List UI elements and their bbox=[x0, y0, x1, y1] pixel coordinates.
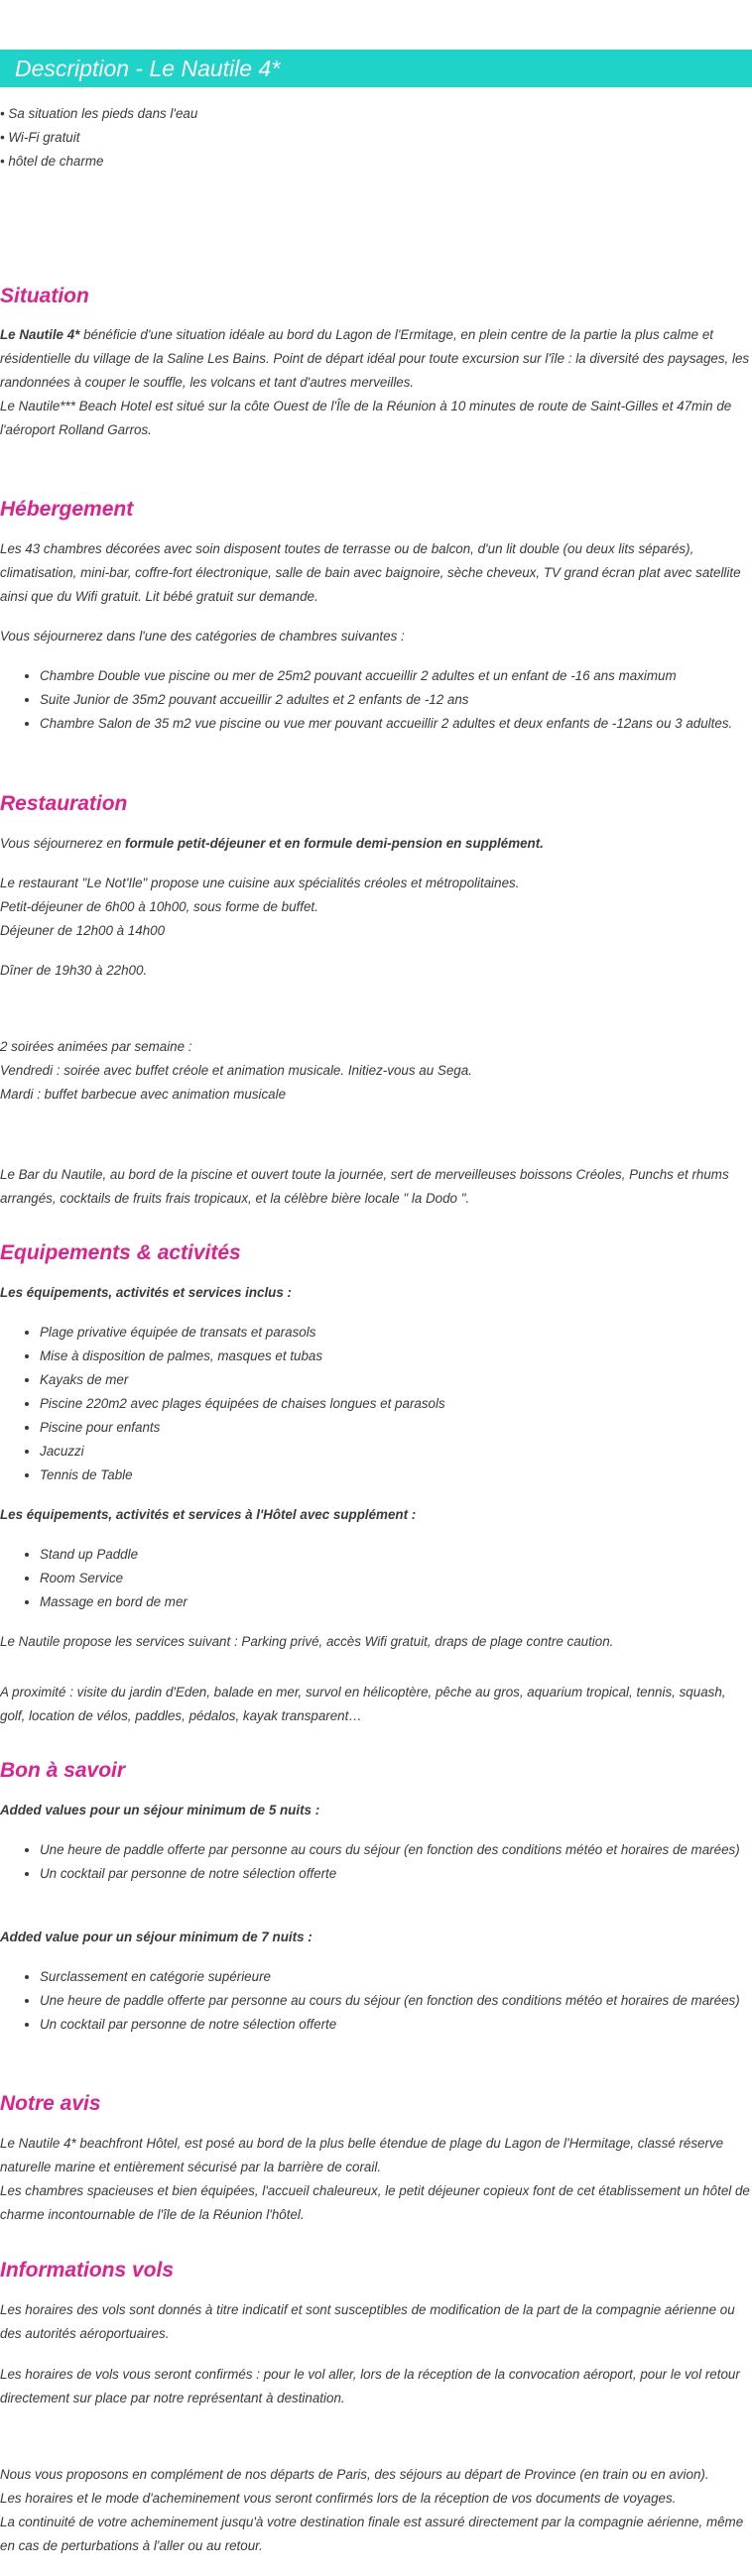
avis-body bbox=[0, 2132, 752, 2227]
list-item: • Plage privative équipée de transats et parasols bbox=[40, 1321, 752, 1345]
rooms-list-wrap bbox=[0, 664, 752, 736]
situation-heading: Situation bbox=[0, 285, 89, 307]
list-item: • Chambre Salon de 35 m2 vue piscine ou vue mer pouvant accueillir 2 adultes et deux enfants de -12ans ou 3 adultes. bbox=[40, 712, 752, 736]
restaurant-line: Déjeuner de 12h00 à 14h00 bbox=[0, 923, 166, 938]
included-title-bold: Les équipements, activités et services inclus : bbox=[0, 1285, 292, 1300]
list-item: • Piscine 220m2 avec plages équipées de chaises longues et parasols bbox=[40, 1392, 752, 1416]
diner-line: Dîner de 19h30 à 22h00. bbox=[0, 963, 148, 978]
restauration-section bbox=[0, 790, 752, 818]
seven-nights-list bbox=[0, 1965, 752, 2037]
five-nights-list-wrap bbox=[0, 1838, 752, 1886]
list-item: • Piscine pour enfants bbox=[40, 1416, 752, 1440]
vols-paragraph-2: Les horaires de vols vous seront confirmés : pour le vol aller, lors de la réception de la convocation aéroport, pour le vol retour directement sur place par notre représentant à destination. bbox=[0, 2367, 740, 2405]
bar-paragraph: Le Bar du Nautile, au bord de la piscine et ouvert toute la journée, sert de merveilleuses boissons Créoles, Punchs et rhums arrangés, cocktails de fruits frais tropicaux, et la célèbre bière locale " la Dodo ". bbox=[0, 1167, 729, 1206]
extra-title-bold: Les équipements, activités et services à l'Hôtel avec supplément : bbox=[0, 1507, 417, 1522]
vols-line: La continuité de votre acheminement jusqu'à votre destination finale est assuré directement par la compagnie aérienne, même en cas de perturbations à l'aller ou au retour. bbox=[0, 2515, 744, 2553]
included-title bbox=[0, 1281, 752, 1305]
extra-list bbox=[0, 1543, 752, 1614]
vols-line: Nous vous proposons en complément de nos départs de Paris, des séjours au départ de Province (en train ou en avion). bbox=[0, 2467, 709, 2482]
included-list bbox=[0, 1321, 752, 1487]
description-banner bbox=[0, 50, 752, 87]
vols-p1-wrap bbox=[0, 2298, 752, 2346]
five-nights-title bbox=[0, 1799, 752, 1822]
list-item: • Kayaks de mer bbox=[40, 1368, 752, 1392]
vols-p2-wrap bbox=[0, 2363, 752, 2410]
restauration-heading: Restauration bbox=[0, 792, 128, 815]
list-item: • Room Service bbox=[40, 1567, 752, 1590]
seven-nights-list-wrap bbox=[0, 1965, 752, 2037]
situation-paragraph bbox=[0, 323, 752, 395]
seven-nights-title-wrap bbox=[0, 1926, 752, 1949]
situation-section bbox=[0, 283, 752, 310]
list-item: • Mise à disposition de palmes, masques et tubas bbox=[40, 1345, 752, 1368]
list-item: • Stand up Paddle bbox=[40, 1543, 752, 1567]
vols-paragraph: Les horaires des vols sont donnés à titre indicatif et sont susceptibles de modification de la part de la compagnie aérienne ou des autorités aéroportuaires. bbox=[0, 2302, 735, 2341]
highlight-item: • hôtel de charme bbox=[0, 154, 104, 169]
highlight-item: • Sa situation les pieds dans l'eau bbox=[0, 106, 198, 121]
hebergement-intro bbox=[0, 625, 752, 648]
avis-paragraph-2: Les chambres spacieuses et bien équipées, l'accueil chaleureux, le petit déjeuner copieux font de cet établissement un hôtel de charme incontournable de l'île de la Réunion l'hôtel. bbox=[0, 2183, 750, 2222]
included-list-wrap bbox=[0, 1321, 752, 1487]
extra-title bbox=[0, 1503, 752, 1527]
soiree-line: Vendredi : soirée avec buffet créole et animation musicale. Initiez-vous au Sega. bbox=[0, 1063, 472, 1078]
hebergement-paragraph-2: Vous séjournerez dans l'une des catégories de chambres suivantes : bbox=[0, 629, 405, 644]
list-item: • Un cocktail par personne de notre sélection offerte bbox=[40, 1862, 752, 1886]
formule-bold: formule petit-déjeuner et en formule demi-pension en supplément. bbox=[125, 836, 544, 851]
list-item: • Tennis de Table bbox=[40, 1464, 752, 1487]
five-nights-bold: Added values pour un séjour minimum de 5 nuits : bbox=[0, 1803, 320, 1817]
soiree-line: 2 soirées animées par semaine : bbox=[0, 1039, 192, 1054]
restauration-intro bbox=[0, 832, 752, 856]
hotel-name-bold: Le Nautile 4* bbox=[0, 327, 80, 342]
situation-body bbox=[0, 323, 752, 442]
situation-text: bénéficie d'une situation idéale au bord du Lagon de l'Ermitage, en plein centre de la partie la plus calme et résidentielle du village de la Saline Les Bains. Point de départ idéal pour toute excursion sur l'île : la diversité des paysages, les randonnées à couper le souffle, les volcans et tant d'autres merveilles. bbox=[0, 327, 750, 390]
rooms-list bbox=[0, 664, 752, 736]
bon-heading: Bon à savoir bbox=[0, 1759, 126, 1782]
vols-line: Les horaires et le mode d'acheminement vous seront confirmés lors de la réception de vos documents de voyages. bbox=[0, 2491, 677, 2506]
seven-nights-bold: Added value pour un séjour minimum de 7 nuits : bbox=[0, 1930, 313, 1944]
list-item: • Un cocktail par personne de notre sélection offerte bbox=[40, 2013, 752, 2037]
list-item: • Une heure de paddle offerte par personne au cours du séjour (en fonction des conditions météo et horaires de marées) bbox=[40, 1989, 752, 2013]
proximite-info bbox=[0, 1681, 752, 1728]
bar-info bbox=[0, 1163, 752, 1211]
restaurant-info bbox=[0, 872, 752, 943]
list-item: • Massage en bord de mer bbox=[40, 1590, 752, 1614]
vols-heading: Informations vols bbox=[0, 2259, 175, 2282]
restaurant-line: Petit-déjeuner de 6h00 à 10h00, sous forme de buffet. bbox=[0, 899, 318, 914]
avis-paragraph: Le Nautile 4* beachfront Hôtel, est posé au bord de la plus belle étendue de plage du Lagon de l'Hermitage, classé réserve naturelle marine et entièrement sécurisé par la barrière de corail. bbox=[0, 2136, 724, 2174]
list-item: • Suite Junior de 35m2 pouvant accueillir 2 adultes et 2 enfants de -12 ans bbox=[40, 688, 752, 712]
avis-heading: Notre avis bbox=[0, 2092, 101, 2115]
banner-title: Description - Le Nautile 4* bbox=[15, 56, 281, 81]
hebergement-heading: Hébergement bbox=[0, 498, 134, 521]
soiree-line: Mardi : buffet barbecue avec animation musicale bbox=[0, 1087, 287, 1102]
hebergement-section bbox=[0, 496, 752, 524]
soirees-info bbox=[0, 1035, 752, 1107]
equipements-section bbox=[0, 1239, 752, 1267]
restauration-text: Vous séjournerez en bbox=[0, 836, 126, 851]
list-item: • Chambre Double vue piscine ou mer de 25m2 pouvant accueillir 2 adultes et un enfant de -16 ans maximum bbox=[40, 664, 752, 688]
list-item: • Une heure de paddle offerte par personne au cours du séjour (en fonction des conditions météo et horaires de marées) bbox=[40, 1838, 752, 1862]
seven-nights-title bbox=[0, 1926, 752, 1949]
restauration-paragraph bbox=[0, 832, 752, 856]
list-item: • Jacuzzi bbox=[40, 1440, 752, 1464]
vols-p3-wrap bbox=[0, 2463, 752, 2558]
diner-info bbox=[0, 959, 752, 983]
highlight-item: • Wi-Fi gratuit bbox=[0, 130, 80, 145]
avis-section bbox=[0, 2090, 752, 2118]
five-nights-title-wrap bbox=[0, 1799, 752, 1822]
equipements-heading: Equipements & activités bbox=[0, 1241, 241, 1264]
hebergement-body bbox=[0, 537, 752, 609]
hebergement-paragraph: Les 43 chambres décorées avec soin disposent toutes de terrasse ou de balcon, d'un lit double (ou deux lits séparés), climatisation, mini-bar, coffre-fort électronique, salle de bain avec baignoire, sèche cheveux, TV grand écran plat avec satellite ainsi que du Wifi gratuit. Lit bébé gratuit sur demande. bbox=[0, 541, 741, 604]
extra-title-wrap bbox=[0, 1503, 752, 1527]
proximite-paragraph: A proximité : visite du jardin d'Eden, balade en mer, survol en hélicoptère, pêche au gros, aquarium tropical, tennis, squash, golf, location de vélos, paddles, pédalos, kayak transparent… bbox=[0, 1685, 726, 1723]
services-paragraph: Le Nautile propose les services suivant : Parking privé, accès Wifi gratuit, draps de plage contre caution. bbox=[0, 1634, 614, 1649]
list-item: • Surclassement en catégorie supérieure bbox=[40, 1965, 752, 1989]
five-nights-list bbox=[0, 1838, 752, 1886]
services-info bbox=[0, 1630, 752, 1654]
highlights-list bbox=[0, 102, 752, 174]
bon-section bbox=[0, 1757, 752, 1785]
vols-section bbox=[0, 2257, 752, 2284]
situation-paragraph-2: Le Nautile*** Beach Hotel est situé sur la côte Ouest de l'Île de la Réunion à 10 minutes de route de Saint-Gilles et 47min de l'aéroport Rolland Garros. bbox=[0, 399, 732, 437]
extra-list-wrap bbox=[0, 1543, 752, 1614]
restaurant-line: Le restaurant "Le Not'Ile" propose une cuisine aux spécialités créoles et métropolitaines. bbox=[0, 876, 520, 890]
included-title-wrap bbox=[0, 1281, 752, 1305]
